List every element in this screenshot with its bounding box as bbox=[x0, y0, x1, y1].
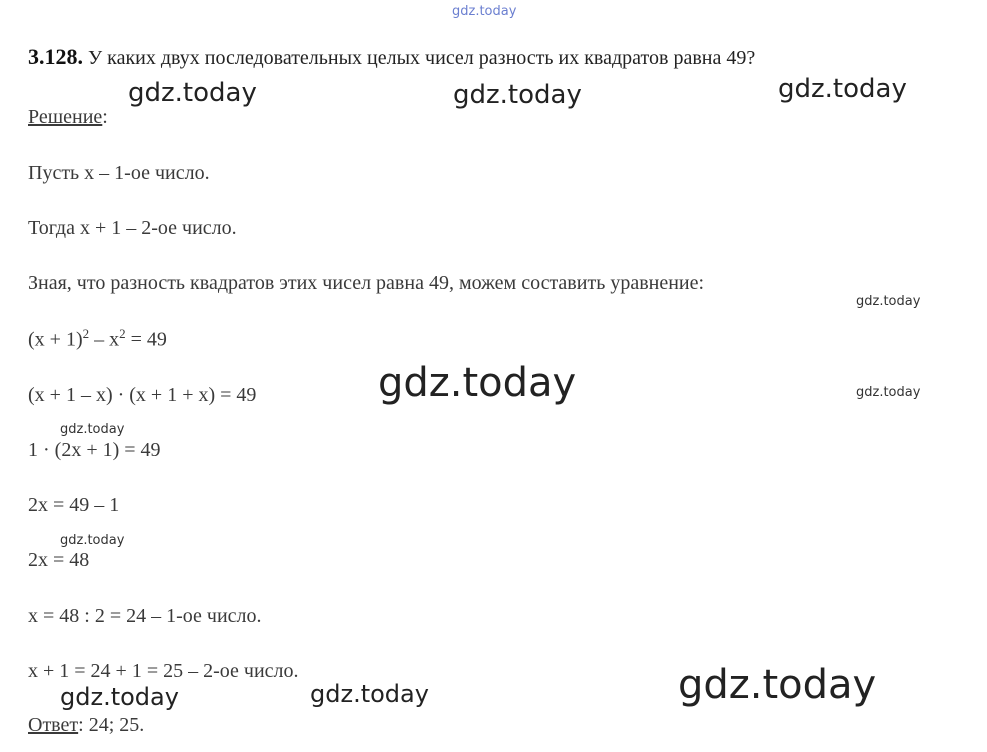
watermark: gdz.today bbox=[678, 662, 877, 708]
solution-heading-colon: : bbox=[102, 106, 108, 128]
solution-step: 2x = 48 bbox=[28, 549, 90, 571]
watermark: gdz.today bbox=[778, 74, 907, 104]
solution-line: Зная, что разность квадратов этих чисел равна 49, можем составить уравнение: bbox=[28, 272, 705, 294]
top-watermark: gdz.today bbox=[452, 4, 517, 19]
equation-1 bbox=[28, 326, 167, 352]
solution-line: Тогда x + 1 – 2-ое число. bbox=[28, 217, 237, 239]
solution-step: 1 · (2x + 1) = 49 bbox=[28, 439, 161, 461]
eq1-right: = 49 bbox=[125, 328, 167, 351]
solution-step: (x + 1 – x) · (x + 1 + x) = 49 bbox=[28, 384, 257, 406]
watermark: gdz.today bbox=[60, 533, 125, 548]
answer-value: 24; 25. bbox=[83, 714, 145, 736]
solution-step: x + 1 = 24 + 1 = 25 – 2-ое число. bbox=[28, 660, 299, 682]
solution-step: 2x = 49 – 1 bbox=[28, 494, 120, 516]
answer-line bbox=[28, 714, 144, 737]
watermark: gdz.today bbox=[378, 360, 577, 406]
solution-heading-label: Решение bbox=[28, 106, 103, 128]
watermark: gdz.today bbox=[128, 78, 257, 108]
answer-label: Ответ bbox=[28, 714, 79, 736]
solution-step: x = 48 : 2 = 24 – 1-ое число. bbox=[28, 605, 262, 627]
task-question: У каких двух последовательных целых чисел разность их квадратов равна 49? bbox=[88, 47, 756, 69]
watermark: gdz.today bbox=[856, 385, 921, 400]
eq1-exp1: 2 bbox=[82, 326, 90, 341]
watermark: gdz.today bbox=[60, 422, 125, 437]
eq1-exp2: 2 bbox=[119, 326, 126, 341]
task-number: 3.128. bbox=[28, 44, 83, 69]
solution-heading bbox=[28, 106, 108, 129]
watermark: gdz.today bbox=[453, 80, 582, 110]
eq1-mid: – x bbox=[89, 328, 120, 351]
watermark: gdz.today bbox=[310, 680, 429, 708]
eq1-left: (x + 1) bbox=[28, 328, 83, 351]
watermark: gdz.today bbox=[856, 294, 921, 309]
watermark: gdz.today bbox=[60, 683, 179, 711]
task-line bbox=[28, 44, 755, 70]
answer-colon: : bbox=[78, 714, 84, 736]
solution-line: Пусть x – 1-ое число. bbox=[28, 162, 210, 184]
